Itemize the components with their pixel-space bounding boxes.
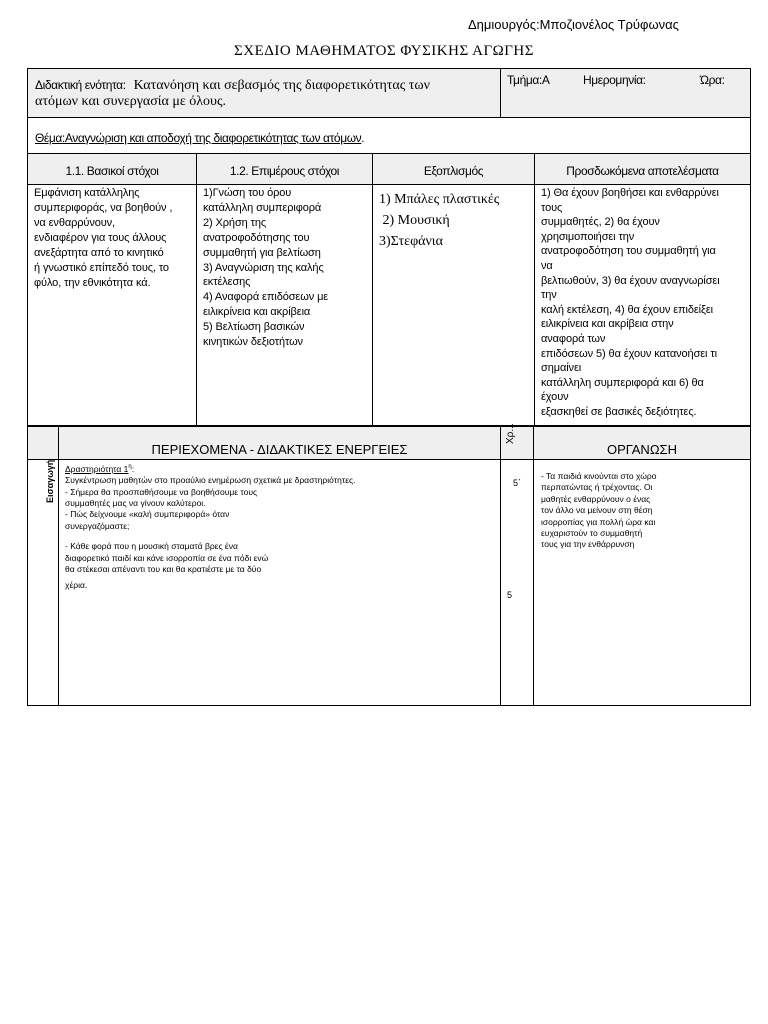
theme-text: Θέμα:Αναγνώριση και αποδοχή της διαφορετικότητας των ατόμων [35, 131, 362, 145]
time-value-1: 5΄ [513, 478, 522, 488]
date-field: Ημερομηνία: [583, 73, 646, 87]
col-header-results: Προσδωκόμενα αποτελέσματα [566, 164, 719, 178]
unit-label: Διδακτική ενότητα [35, 78, 123, 92]
results-text: 1) Θα έχουν βοηθήσει και ενθαρρύνει τους συμμαθητές, 2) θα έχουν χρησιμοποιήσει την ανατροφοδότηση του συμμαθητή για να βελτιωθούν, 3) θα έχουν αναγνωρίσει την καλή εκτέλεση, 4) θα έχουν επιδείξει ειλικρίνεια και ακρίβεια στην αναφορά των επιδόσεων 5) θα έχουν κατανοήσει τι σημαίνει κατάλληλη συμπεριφορά και 6) θα έχουν εξασκηθεί σε βασικές δεξιότητες. [541, 187, 720, 418]
unit-block: Διδακτική ενότητα: Κατανόηση και σεβασμός της διαφορετικότητας των ατόμων και συνεργασία με όλους. [35, 76, 495, 110]
section-side-label: Εισαγωγή [45, 459, 55, 503]
sub-goals-text: 1)Γνώση του όρου κατάλληλη συμπεριφορά 2) Χρήση της ανατροφοδότησης του συμμαθητή για βελτίωση 3) Αναγνώριση της καλής εκτέλεσης 4) Αναφορά επιδόσεων με ειλικρίνεια και ακρίβεια 5) Βελτίωση βασικών κινητικών δεξιοτήτων [203, 187, 329, 349]
col-header-sub-goals: 1.2. Επιμέρους στόχοι [229, 164, 340, 178]
time-field: Ώρα: [700, 73, 725, 87]
activity-text: Δραστηριότητα $1^\eta$: Συγκέντρωση μαθητών στο προαύλιο ενημέρωση σχετικά με δραστηριότητες. - Σήμερα θα προσπαθήσουμε να βοηθήσουμε τους συμμαθητές μας να γίνουν καλύτεροι. - Πώς δείχνουμε «καλή συμπεριφορά» όταν συνεργαζόμαστε; - Κάθε φορά που η μουσική σταματά βρες ένα διαφορετικό παιδί και κάνε ισορροπία σε ένα πόδι ενώ θα στέκεσαι απέναντι του και θα κρατιέστε με τα δύο χέρια. [65, 463, 356, 591]
time-header: Χρ... [505, 423, 516, 444]
equipment-list: 1) Μπάλες πλαστικές 2) Μουσική 3)Στεφάνια [379, 192, 500, 249]
unit-text-line2: ατόμων και συνεργασία με όλους. [35, 94, 227, 109]
class-field: Τμήμα:Α [507, 73, 550, 87]
author-line: Δημιουργός:Μποζιονέλος Τρύφωνας [468, 17, 679, 32]
contents-header: ΠΕΡΙΕΧΟΜΕΝΑ - ΔΙΔΑΚΤΙΚΕΣ ΕΝΕΡΓΕΙΕΣ [151, 442, 408, 457]
organization-header: ΟΡΓΑΝΩΣΗ [607, 442, 677, 457]
basic-goals-text: Εμφάνιση κατάλληλης συμπεριφοράς, να βοηθούν , να ενθαρρύνουν, ενδιαφέρον για τους άλλους ανεξάρτητα από το κινητικό ή γνωστικό επίπεδό τους, το φύλο, την εθνικότητα κά. [34, 187, 173, 289]
theme-line: Θέμα:Αναγνώριση και αποδοχή της διαφορετικότητας των ατόμων. [35, 131, 365, 145]
unit-text-line1: Κατανόηση και σεβασμός της διαφορετικότητας των [133, 78, 430, 93]
time-value-2: 5 [507, 590, 513, 600]
activity-title: Δραστηριότητα $1^\eta$: [65, 463, 135, 474]
document-title: ΣΧΕΔΙΟ ΜΑΘΗΜΑΤΟΣ ΦΥΣΙΚΗΣ ΑΓΩΓΗΣ [234, 43, 534, 59]
col-header-basic-goals: 1.1. Βασικοί στόχοι [65, 164, 159, 178]
col-header-equipment: Εξοπλισμός [423, 164, 484, 178]
organization-text: - Τα παιδιά κινούνται στο χώρο περπατώντας ή τρέχοντας. Οι μαθητές ενθαρρύνουν ο ένας τον άλλο να μείνουν στη θέση ισορροπίας για πολλή ώρα και ευχαριστούν το συμμαθητή τους για την ενθάρρυνση [541, 471, 657, 550]
